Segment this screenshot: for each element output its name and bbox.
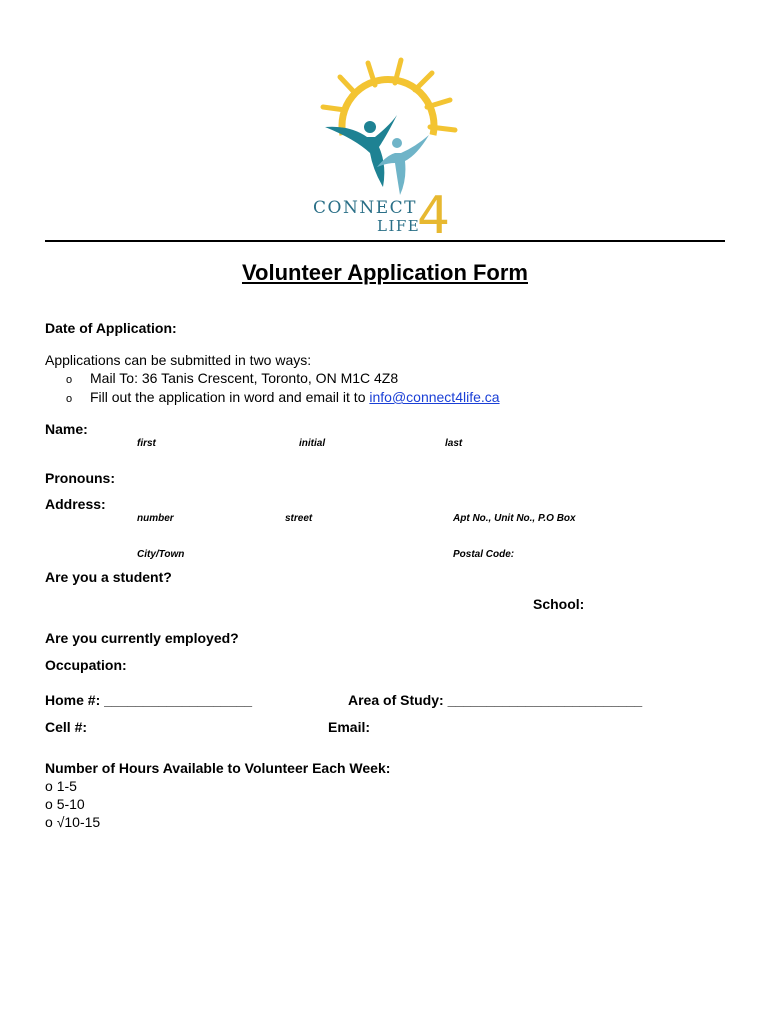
student-question: Are you a student?	[45, 569, 172, 585]
address-city-hint: City/Town	[137, 549, 185, 560]
area-of-study-field: Area of Study: _________________________	[348, 692, 643, 708]
logo-line1: CONNECT	[313, 198, 417, 218]
address-postal-hint: Postal Code:	[453, 549, 515, 560]
bullet: o	[66, 374, 73, 386]
date-of-application-label: Date of Application:	[45, 320, 177, 336]
hours-option-label: √10-15	[56, 814, 101, 830]
connect4life-logo	[305, 55, 470, 235]
bullet: o	[45, 796, 53, 812]
pronouns-label: Pronouns:	[45, 470, 115, 486]
email-instruction: Fill out the application in word and email it to	[90, 389, 370, 405]
bullet: o	[45, 778, 53, 794]
figure-dark	[325, 115, 397, 187]
school-label: School:	[533, 596, 585, 612]
address-number-hint: number	[137, 513, 174, 524]
hours-label: Number of Hours Available to Volunteer Each Week:	[45, 760, 391, 776]
name-label: Name:	[45, 421, 88, 437]
address-apt-hint: Apt No., Unit No., P.O Box	[453, 513, 576, 524]
name-last-hint: last	[445, 438, 463, 449]
cell-phone-label: Cell #:	[45, 719, 88, 735]
logo-digit: 4	[417, 186, 451, 235]
hours-option-2[interactable]	[45, 796, 85, 812]
hours-option-label: 1-5	[56, 778, 77, 794]
occupation-label: Occupation:	[45, 657, 127, 673]
email-link[interactable]: info@connect4life.ca	[369, 389, 500, 405]
address-label: Address:	[45, 496, 106, 512]
home-phone-field: Home #: ___________________	[45, 692, 253, 708]
submission-email-item	[66, 389, 500, 405]
submission-intro: Applications can be submitted in two ways:	[45, 352, 312, 368]
hours-option-1[interactable]	[45, 778, 77, 794]
mail-address: Mail To: 36 Tanis Crescent, Toronto, ON M1C 4Z8	[90, 370, 399, 386]
name-initial-hint: initial	[299, 438, 326, 449]
employed-question: Are you currently employed?	[45, 630, 239, 646]
address-street-hint: street	[285, 513, 313, 524]
bullet: o	[66, 393, 73, 405]
hours-option-label: 5-10	[56, 796, 85, 812]
header-divider	[45, 240, 725, 242]
submission-mail-item	[66, 370, 398, 386]
form-title: Volunteer Application Form	[241, 260, 528, 285]
hours-option-3[interactable]	[45, 814, 100, 830]
name-first-hint: first	[137, 438, 156, 449]
logo-line2: LIFE	[377, 217, 421, 235]
bullet: o	[45, 814, 53, 830]
email-label: Email:	[328, 719, 371, 735]
